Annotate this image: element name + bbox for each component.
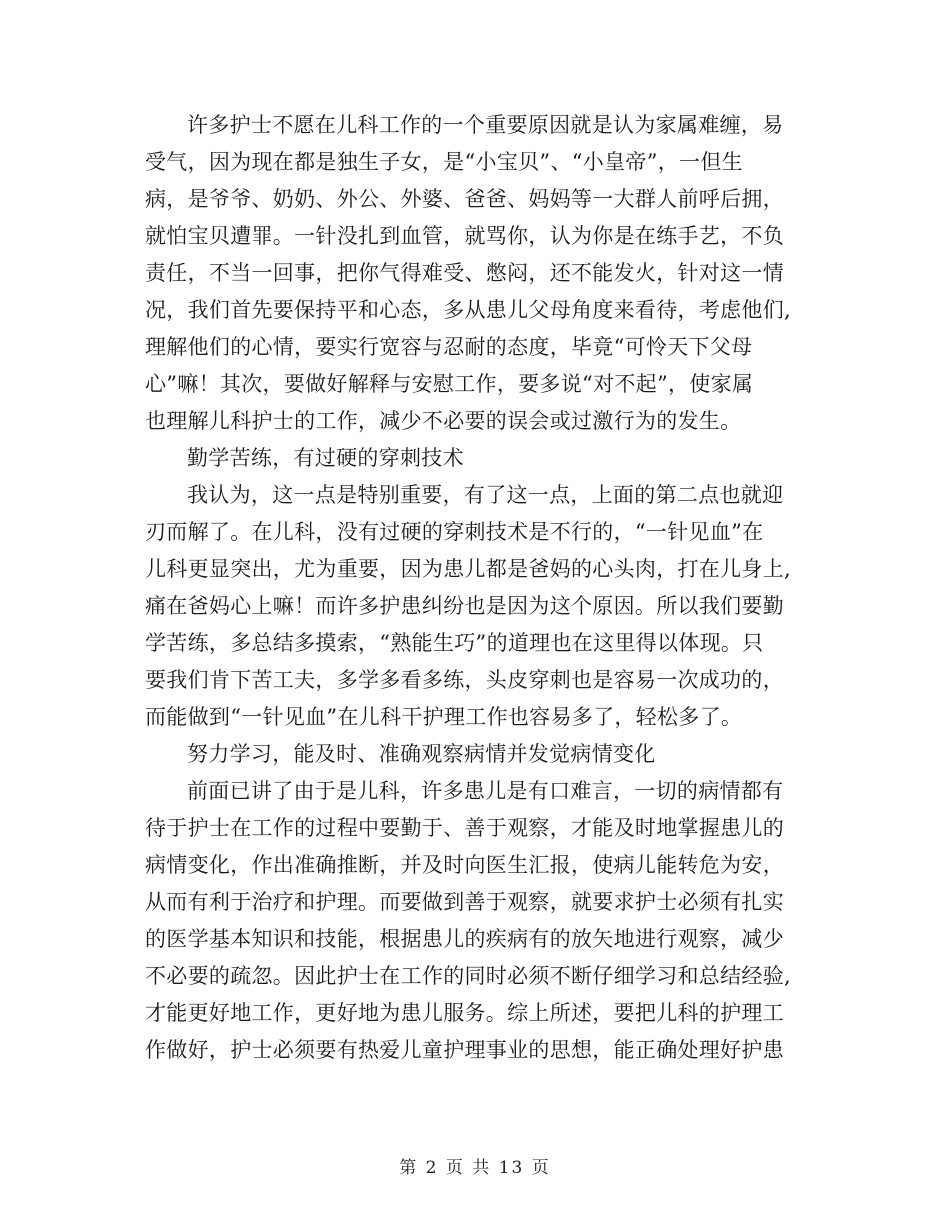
text-line: 作做好，护士必须要有热爱儿童护理事业的思想，能正确处理好护患 [145, 1038, 784, 1062]
text-line: 况，我们首先要保持平和心态，多从患儿父母角度来看待，考虑他们, [145, 298, 791, 322]
text-line: 我认为，这一点是特别重要，有了这一点，上面的第二点也就迎 [187, 483, 784, 507]
text-line: 病，是爷爷、奶奶、外公、外婆、爸爸、妈妈等一大群人前呼后拥， [145, 187, 784, 211]
text-line: 就怕宝贝遭罪。一针没扎到血管，就骂你，认为你是在练手艺，不负 [145, 224, 784, 248]
text-line: 病情变化，作出准确推断，并及时向医生汇报，使病儿能转危为安， [145, 853, 784, 877]
text-line: 勤学苦练，有过硬的穿刺技术 [187, 446, 464, 470]
text-line: 才能更好地工作，更好地为患儿服务。综上所述，要把儿科的护理工 [145, 1001, 784, 1025]
text-line: 前面已讲了由于是儿科，许多患儿是有口难言，一切的病情都有 [187, 779, 784, 803]
text-line: 心”嘛！其次，要做好解释与安慰工作，要多说“对不起”，使家属 [145, 372, 754, 396]
text-line: 受气，因为现在都是独生子女，是“小宝贝”、“小皇帝”，一但生 [145, 150, 743, 174]
text-line: 而能做到“一针见血”在儿科干护理工作也容易多了，轻松多了。 [145, 705, 743, 729]
text-line: 的医学基本知识和技能，根据患儿的疾病有的放矢地进行观察，减少 [145, 927, 784, 951]
text-line: 也理解儿科护士的工作，减少不必要的误会或过激行为的发生。 [145, 409, 742, 433]
text-line: 不必要的疏忽。因此护士在工作的同时必须不断仔细学习和总结经验, [145, 964, 791, 988]
text-line: 痛在爸妈心上嘛！而许多护患纠纷也是因为这个原因。所以我们要勤 [145, 594, 784, 618]
document-body [145, 107, 805, 1069]
text-line: 学苦练，多总结多摸索，“熟能生巧”的道理也在这里得以体现。只 [145, 631, 764, 655]
text-line: 责任，不当一回事，把你气得难受、憋闷，还不能发火，针对这一情 [145, 261, 784, 285]
text-line: 刃而解了。在儿科，没有过硬的穿刺技术是不行的，“一针见血”在 [145, 520, 764, 544]
text-line: 从而有利于治疗和护理。而要做到善于观察，就要求护士必须有扎实 [145, 890, 784, 914]
text-line: 理解他们的心情，要实行宽容与忍耐的态度，毕竟“可怜天下父母 [145, 335, 753, 359]
text-line: 许多护士不愿在儿科工作的一个重要原因就是认为家属难缠，易 [187, 113, 784, 137]
text-line: 儿科更显突出，尤为重要，因为患儿都是爸妈的心头肉，打在儿身上, [145, 557, 791, 581]
text-line: 待于护士在工作的过程中要勤于、善于观察，才能及时地掌握患儿的 [145, 816, 784, 840]
text-line: 努力学习，能及时、准确观察病情并发觉病情变化 [187, 742, 656, 766]
text-line: 要我们肯下苦工夫，多学多看多练，头皮穿刺也是容易一次成功的， [145, 668, 784, 692]
page-number-footer: 第 2 页 共 13 页 [399, 1158, 551, 1178]
